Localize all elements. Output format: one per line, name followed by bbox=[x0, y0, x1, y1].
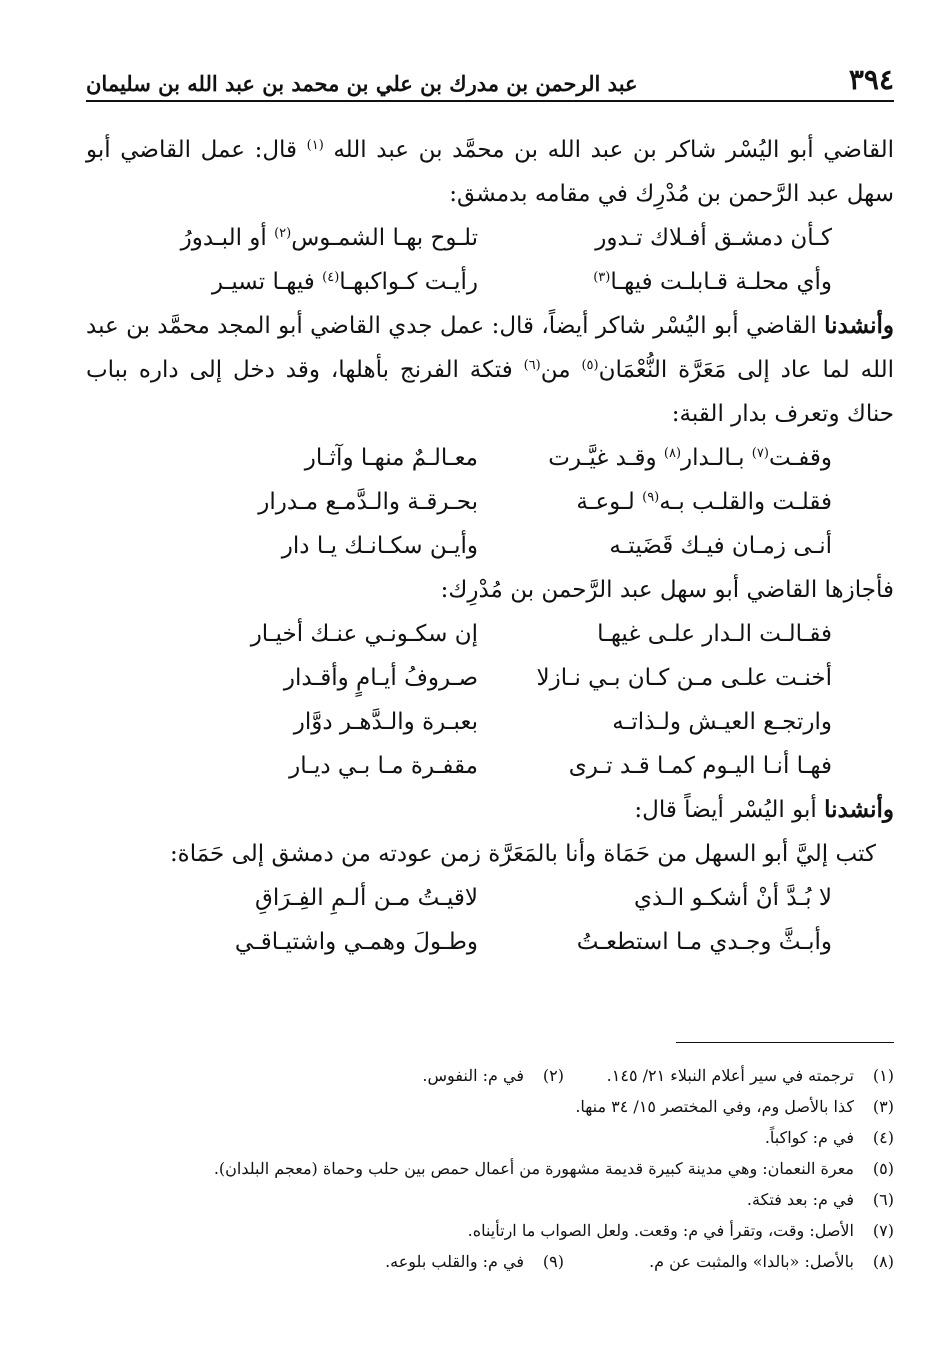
footnote-row bbox=[86, 1091, 894, 1122]
footnote-row bbox=[86, 1215, 894, 1246]
footnote-row bbox=[86, 1060, 894, 1091]
text-span: وقـد غيَّـرت bbox=[548, 445, 657, 471]
footnote-text: في م: كواكباً. bbox=[764, 1128, 854, 1147]
footnote-text: في م: بعد فتكة. bbox=[746, 1190, 854, 1209]
page-number: ٣٩٤ bbox=[848, 63, 894, 96]
poem-4 bbox=[86, 876, 894, 964]
hemistich-first: وأبـثَّ وجـدي مـا استطعـتُ bbox=[576, 929, 832, 955]
verse-line bbox=[86, 216, 894, 260]
hemistich-second: صـروفُ أيـامٍ وأقـدار bbox=[283, 665, 478, 691]
verse-line bbox=[86, 480, 894, 524]
text-span: وقفـت bbox=[768, 445, 832, 471]
footnote-text: الأصل: وقت، وتقرأ في م: وقعت. ولعل الصواب ما ارتأيناه. bbox=[467, 1221, 854, 1240]
text-span: فقلـت والقلـب بـه bbox=[659, 489, 832, 515]
hemistich-second: مقفـرة مـا بـي ديـار bbox=[289, 753, 478, 779]
footnote-separator bbox=[676, 1042, 894, 1043]
footnote-text: في م: النفوس. bbox=[422, 1066, 524, 1085]
footnote-row bbox=[86, 1122, 894, 1153]
running-title: عبد الرحمن بن مدرك بن علي بن محمد بن عبد الله بن سليمان bbox=[86, 71, 638, 96]
poem-1 bbox=[86, 216, 894, 304]
footnote-number: (٨) bbox=[872, 1252, 894, 1271]
footnote-4 bbox=[86, 1122, 894, 1153]
verse-line bbox=[86, 612, 894, 656]
footnote-text: كذا بالأصل وم، وفي المختصر ١٥/ ٣٤ منها. bbox=[575, 1097, 854, 1116]
text-span: أبو اليُسْر أيضاً قال: bbox=[634, 797, 817, 823]
poem-2 bbox=[86, 436, 894, 568]
footnote-ref: (٨) bbox=[663, 446, 682, 461]
footnote-ref: (٩) bbox=[642, 490, 660, 505]
text-span: بـالـدار bbox=[681, 445, 745, 471]
footnote-2 bbox=[234, 1060, 564, 1091]
hemistich-first: أنـى زمـان فيـك قَضَيتـه bbox=[609, 533, 832, 559]
footnote-number: (٣) bbox=[872, 1097, 894, 1116]
text-span: أو البـدورُ bbox=[180, 225, 267, 251]
footnote-ref: (٤) bbox=[322, 270, 340, 285]
footnote-number: (٩) bbox=[542, 1252, 564, 1271]
footnote-text: ترجمته في سير أعلام النبلاء ٢١/ ١٤٥. bbox=[606, 1066, 854, 1085]
hemistich-second: بعبـرة والـدَّهـر دوَّار bbox=[293, 709, 478, 735]
footnote-ref: (٧) bbox=[751, 446, 769, 461]
hemistich-first: أخنـت علـى مـن كـان بـي نـازلا bbox=[536, 665, 832, 691]
text-span: القاضي أبو اليُسْر شاكر بن عبد الله بن محمَّد بن عبد الله bbox=[333, 137, 894, 163]
paragraph-4 bbox=[86, 788, 894, 832]
text-span: رأيـت كـواكبهـا bbox=[339, 269, 478, 295]
paragraph-5: كتب إليَّ أبو السهل من حَمَاة وأنا بالمَعَرَّة زمن عودته من دمشق إلى حَمَاة: bbox=[169, 841, 876, 867]
hemistich-second: إن سكـونـي عنـك أخيـار bbox=[250, 621, 478, 647]
hemistich-second bbox=[148, 260, 478, 304]
footnote-row bbox=[86, 1246, 894, 1277]
verse-line bbox=[86, 524, 894, 568]
hemistich-first bbox=[502, 436, 832, 480]
paragraph-1 bbox=[86, 128, 894, 216]
verse-line bbox=[86, 656, 894, 700]
footnote-8 bbox=[564, 1246, 894, 1277]
hemistich-first: لا بُـدَّ أنْ أشكـو الـذي bbox=[633, 885, 832, 911]
verse-line bbox=[86, 260, 894, 304]
hemistich-first: كـأن دمشـق أفـلاك تـدور bbox=[595, 225, 832, 251]
hemistich-first: فهـا أنـا اليـوم كمـا قـد تـرى bbox=[568, 753, 832, 779]
footnote-ref: (٦) bbox=[523, 358, 541, 373]
page-header bbox=[86, 60, 894, 102]
footnote-number: (٢) bbox=[542, 1066, 564, 1085]
text-span: القاضي أبو اليُسْر شاكر أيضاً، قال: عمل جدي القاضي أبو المجد محمَّد بن عبد الله لما عاد إلى مَعَرَّة النُّعْمَان bbox=[86, 313, 895, 383]
footnote-number: (٤) bbox=[872, 1128, 894, 1147]
footnote-ref: (٣) bbox=[593, 270, 611, 285]
hemistich-first bbox=[502, 480, 832, 524]
text-span: لـوعـة bbox=[576, 489, 635, 515]
verse-line bbox=[86, 744, 894, 788]
footnote-text: معرة النعمان: وهي مدينة كبيرة قديمة مشهورة من أعمال حمص بين حلب وحماة (معجم البلدان). bbox=[213, 1159, 854, 1178]
footnote-number: (٦) bbox=[872, 1190, 894, 1209]
hemistich-second bbox=[148, 216, 478, 260]
verse-line bbox=[86, 700, 894, 744]
footnote-text: في م: والقلب بلوعه. bbox=[385, 1252, 524, 1271]
hemistich-first: وارتجـع العيـش ولـذاتـه bbox=[612, 709, 832, 735]
hemistich-second: لاقيـتُ مـن ألـمِ الفِـرَاقِ bbox=[254, 885, 478, 911]
hemistich-second: معـالـمٌ منهـا وآثـار bbox=[304, 445, 478, 471]
footnote-5 bbox=[86, 1153, 894, 1184]
footnote-number: (٧) bbox=[872, 1221, 894, 1240]
footnote-row bbox=[86, 1153, 894, 1184]
hemistich-first: فقـالـت الـدار علـى غيهـا bbox=[597, 621, 832, 647]
footnote-number: (٥) bbox=[872, 1159, 894, 1178]
footnote-6 bbox=[86, 1184, 894, 1215]
text-span: قال: عمل القاضي أبو سهل عبد الرَّحمن بن مُدْرِك في مقامه بدمشق: bbox=[86, 137, 894, 207]
footnote-7 bbox=[86, 1215, 894, 1246]
bold-lead: وأنشدنا bbox=[824, 312, 895, 339]
text-span: من bbox=[540, 357, 571, 383]
verse-line bbox=[86, 876, 894, 920]
hemistich-second: بحـرقـة والـدَّمـع مـدرار bbox=[258, 489, 478, 515]
paragraph-3: فأجازها القاضي أبو سهل عبد الرَّحمن بن مُدْرِك: bbox=[440, 577, 894, 603]
text-span: فيهـا تسيـر bbox=[211, 269, 315, 295]
footnote-ref: (٥) bbox=[581, 358, 599, 373]
footnote-9 bbox=[234, 1246, 564, 1277]
text-span: فتكة الفرنج بأهلها، وقد دخل إلى داره بباب حناك وتعرف بدار القبة: bbox=[86, 357, 894, 427]
poem-3 bbox=[86, 612, 894, 788]
footnote-3 bbox=[86, 1091, 894, 1122]
footnote-1 bbox=[564, 1060, 894, 1091]
footnote-row bbox=[86, 1184, 894, 1215]
paragraph-2 bbox=[86, 304, 894, 436]
verse-line bbox=[86, 920, 894, 964]
bold-lead: وأنشدنا bbox=[824, 796, 894, 823]
footnote-ref: (٢) bbox=[274, 226, 292, 241]
text-span: تلـوح بهـا الشمـوس bbox=[291, 225, 478, 251]
verse-line bbox=[86, 436, 894, 480]
footnotes bbox=[86, 1060, 894, 1277]
footnote-number: (١) bbox=[872, 1066, 894, 1085]
main-text bbox=[86, 128, 894, 964]
hemistich-second: وطـولَ وهمـي واشتيـاقـي bbox=[234, 929, 478, 955]
hemistich-first bbox=[502, 260, 832, 304]
hemistich-second: وأيـن سكـانـك يـا دار bbox=[281, 533, 478, 559]
footnote-text: بالأصل: «بالدا» والمثبت عن م. bbox=[649, 1252, 854, 1271]
footnote-ref: (١) bbox=[306, 138, 324, 153]
text-span: وأي محلـة قـابلـت فيهـا bbox=[610, 269, 832, 295]
